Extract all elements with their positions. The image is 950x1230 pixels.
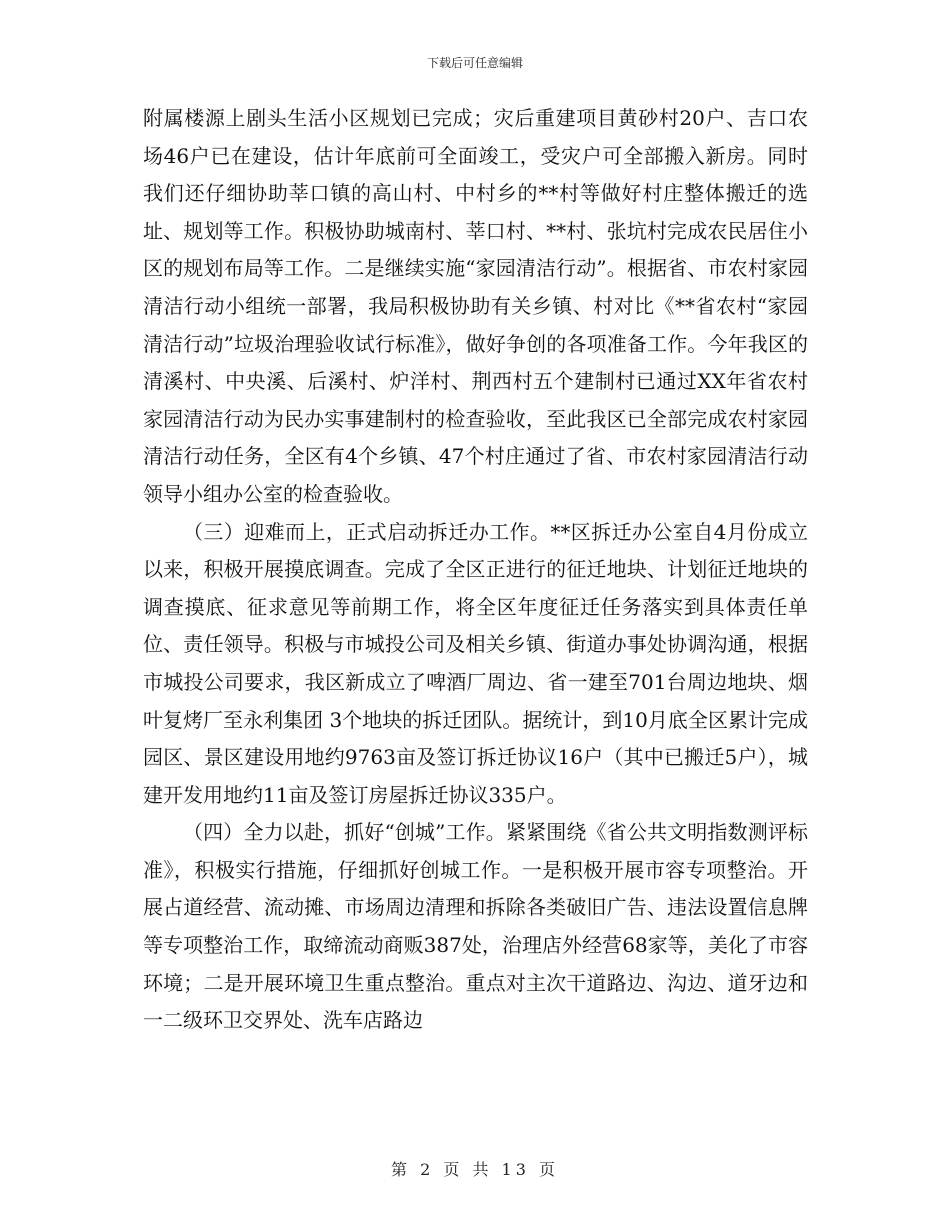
header-note: 下载后可任意编辑	[426, 56, 523, 70]
page-number: 第 2 页 共 13 页	[391, 1160, 559, 1179]
paragraph-section-four: （四）全力以赴，抓好“创城”工作。紧紧围绕《省公共文明指数测评标准》，积极实行措施，仔细抓好创城工作。一是积极开展市容专项整治。开展占道经营、流动摊、市场周边清理和拆除各类破旧广告、违法设置信息牌等专项整治工作，取缔流动商贩387处，治理店外经营68家等，美化了市容环境；二是开展环境卫生重点整治。重点对主次干道路边、沟边、道牙边和一二级环卫交界处、洗车店路边	[143, 820, 808, 1033]
document-body	[143, 100, 808, 1040]
paragraph-section-three: （三）迎难而上，正式启动拆迁办工作。**区拆迁办公室自4月份成立以来，积极开展摸底调查。完成了全区正进行的征迁地块、计划征迁地块的调查摸底、征求意见等前期工作，将全区年度征迁任务落实到具体责任单位、责任领导。积极与市城投公司及相关乡镇、街道办事处协调沟通，根据市城投公司要求，我区新成立了啤酒厂周边、省一建至701台周边地块、烟叶复烤厂至永利集团 3个地块的拆迁团队。据统计，到10月底全区累计完成园区、景区建设用地约9763亩及签订拆迁协议16户（其中已搬迁5户），城建开发用地约11亩及签订房屋拆迁协议335户。	[143, 519, 808, 807]
page-header	[0, 54, 950, 71]
page-footer	[0, 1157, 950, 1180]
paragraph-continued: 附属楼源上剧头生活小区规划已完成；灾后重建项目黄砂村20户、吉口农场46户已在建设，估计年底前可全面竣工，受灾户可全部搬入新房。同时我们还仔细协助莘口镇的高山村、中村乡的**村等做好村庄整体搬迁的选址、规划等工作。积极协助城南村、莘口村、**村、张坑村完成农民居住小区的规划布局等工作。二是继续实施“家园清洁行动”。根据省、市农村家园清洁行动小组统一部署，我局积极协助有关乡镇、村对比《**省农村“家园清洁行动”垃圾治理验收试行标准》，做好争创的各项准备工作。今年我区的清溪村、中央溪、后溪村、炉洋村、荆西村五个建制村已通过XX年省农村家园清洁行动为民办实事建制村的检查验收，至此我区已全部完成农村家园清洁行动任务，全区有4个乡镇、47个村庄通过了省、市农村家园清洁行动领导小组办公室的检查验收。	[143, 106, 808, 506]
